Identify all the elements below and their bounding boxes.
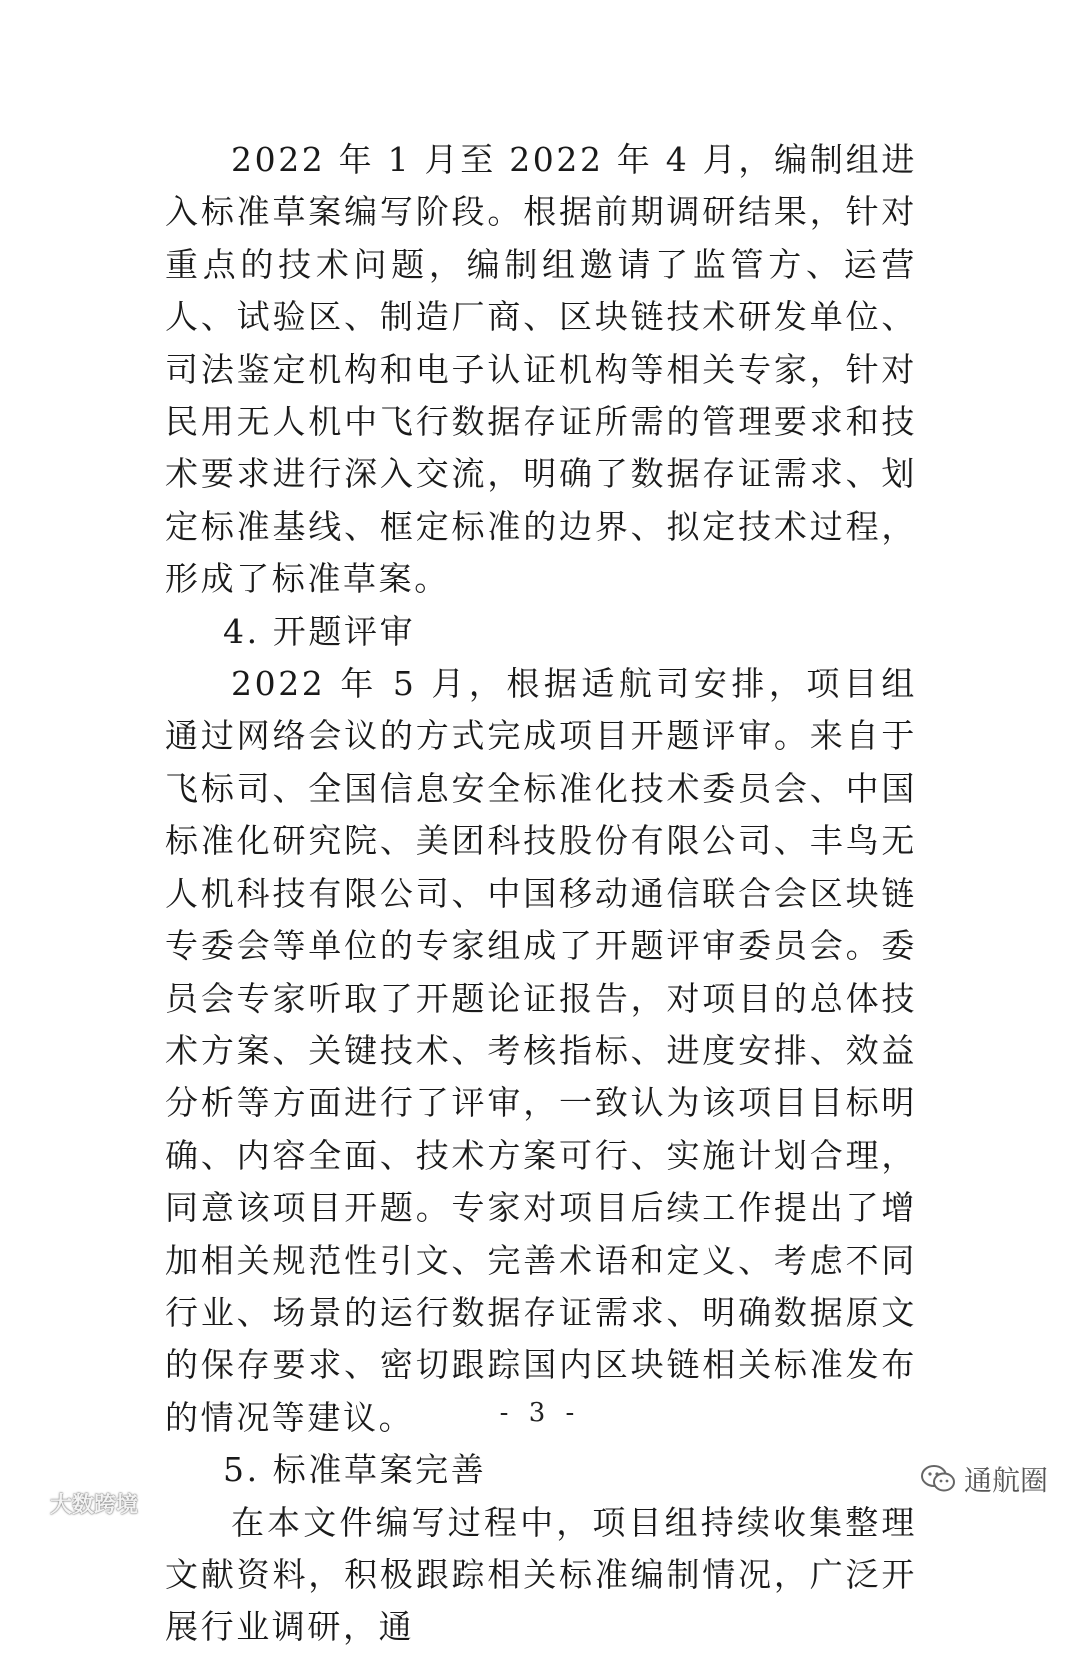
- paragraph-kickoff-review: 2022 年 5 月，根据适航司安排，项目组通过网络会议的方式完成项目开题评审。来自于飞标司、全国信息安全标准化技术委员会、中国标准化研究院、美团科技股份有限公司、丰鸟无人机科技有限公司、中国移动通信联合会区块链专委会等单位的专家组成了开题评审委员会。委员会专家听取了开题论证报告，对项目的总体技术方案、关键技术、考核指标、进度安排、效益分析等方面进行了评审，一致认为该项目目标明确、内容全面、技术方案可行、实施计划合理，同意该项目开题。专家对项目后续工作提出了增加相关规范性引文、完善术语和定义、考虑不同行业、场景的运行数据存证需求、明确数据原文的保存要求、密切跟踪国内区块链相关标准发布的情况等建议。: [165, 664, 917, 1437]
- heading-kickoff-review: 4. 开题评审: [223, 611, 416, 651]
- heading-draft-improvement: 5. 标准草案完善: [223, 1450, 487, 1490]
- page-number: - 3 -: [499, 1398, 581, 1428]
- paragraph-draft-improvement: 在本文件编写过程中，项目组持续收集整理文献资料，积极跟踪相关标准编制情况，广泛开展行业调研，通: [165, 1502, 917, 1647]
- watermark-left-text: 大数跨境: [50, 1493, 139, 1518]
- eye-logo-icon: [6, 1490, 46, 1518]
- watermark-right: [920, 1459, 1048, 1499]
- paragraph-drafting-phase: 2022 年 1 月至 2022 年 4 月，编制组进入标准草案编写阶段。根据前期调研结果，针对重点的技术问题，编制组邀请了监管方、运营人、试验区、制造厂商、区块链技术研发单位、司法鉴定机构和电子认证机构等相关专家，针对民用无人机中飞行数据存证所需的管理要求和技术要求进行深入交流，明确了数据存证需求、划定标准基线、框定标准的边界、拟定技术过程，形成了标准草案。: [165, 140, 917, 599]
- watermark-right-text: 通航圈: [963, 1464, 1048, 1497]
- wechat-icon: [920, 1464, 956, 1494]
- watermark-left: [6, 1488, 138, 1519]
